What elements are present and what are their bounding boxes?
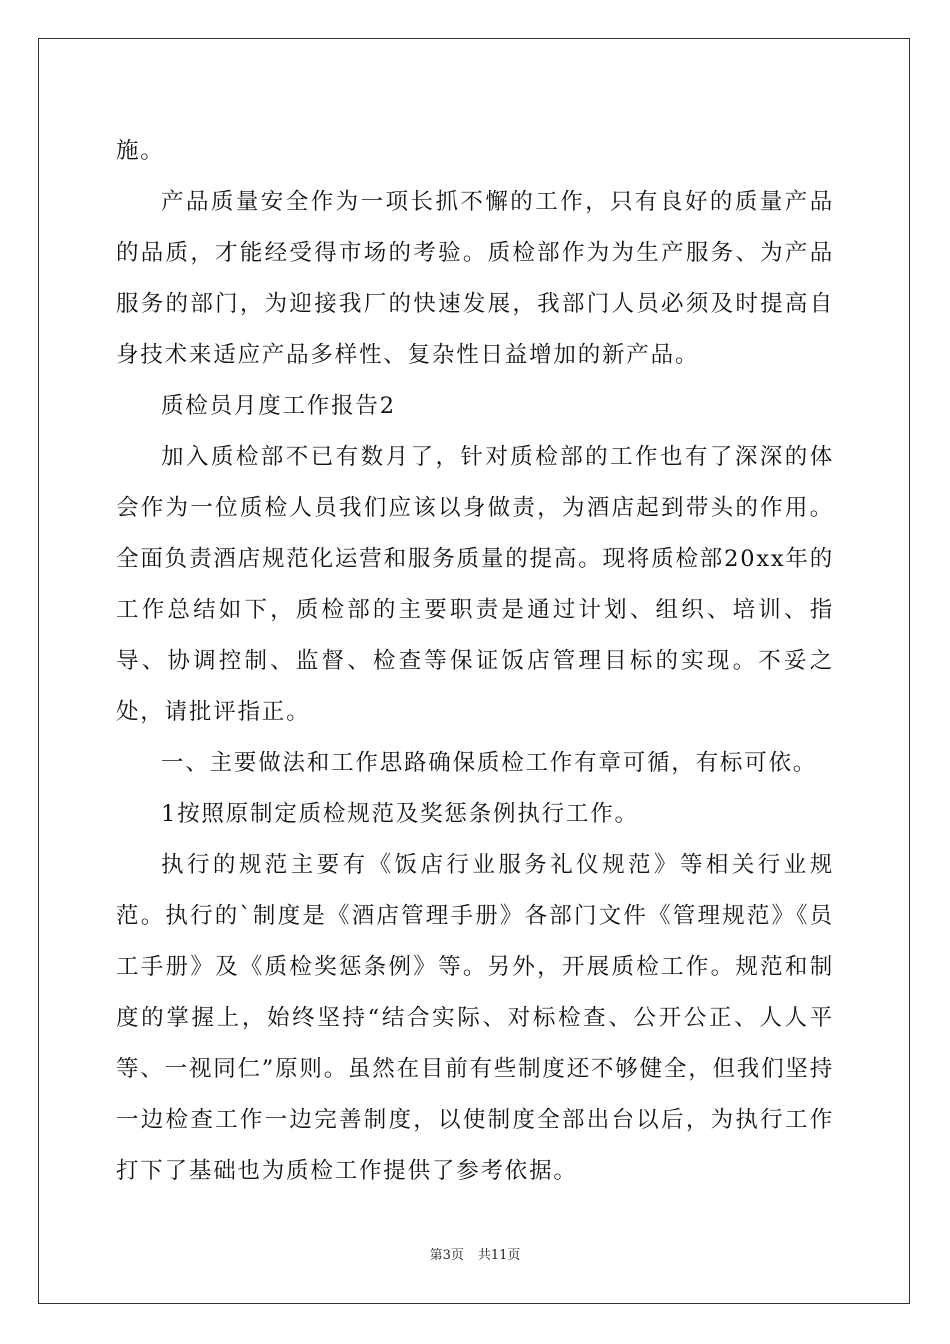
paragraph: 施。 <box>116 138 165 164</box>
paragraph: 加入质检部不已有数月了，针对质检部的工作也有了深深的体会作为一位质检人员我们应该以身做责，为酒店起到带头的作用。全面负责酒店规范化运营和服务质量的提高。现将质检部20xx年的工作总结如下，质检部的主要职责是通过计划、组织、培训、指导、协调控制、监督、检查等保证饭店管理目标的实现。不妥之处，请批评指正。 <box>116 444 834 725</box>
page-footer <box>0 1246 950 1266</box>
paragraph: 产品质量安全作为一项长抓不懈的工作，只有良好的质量产品的品质，才能经受得市场的考验。质检部作为为生产服务、为产品服务的部门，为迎接我厂的快速发展，我部门人员必须及时提高自身技术来适应产品多样性、复杂性日益增加的新产品。 <box>116 189 834 368</box>
subheading: 1按照原制定质检规范及奖惩条例执行工作。 <box>161 801 639 827</box>
document-body <box>116 126 834 1197</box>
section-heading: 质检员月度工作报告2 <box>161 393 396 419</box>
current-page-number: 第3页 <box>429 1248 464 1263</box>
paragraph: 执行的规范主要有《饭店行业服务礼仪规范》等相关行业规范。执行的`制度是《酒店管理手册》各部门文件《管理规范》《员工手册》及《质检奖惩条例》等。另外，开展质检工作。规范和制度的掌握上，始终坚持“结合实际、对标检查、公开公正、人人平等、一视同仁”原则。虽然在目前有些制度还不够健全，但我们坚持一边检查工作一边完善制度，以使制度全部出台以后，为执行工作打下了基础也为质检工作提供了参考依据。 <box>116 852 835 1184</box>
subheading: 一、主要做法和工作思路确保质检工作有章可循，有标可依。 <box>161 750 818 776</box>
total-page-count: 共11页 <box>477 1248 521 1263</box>
